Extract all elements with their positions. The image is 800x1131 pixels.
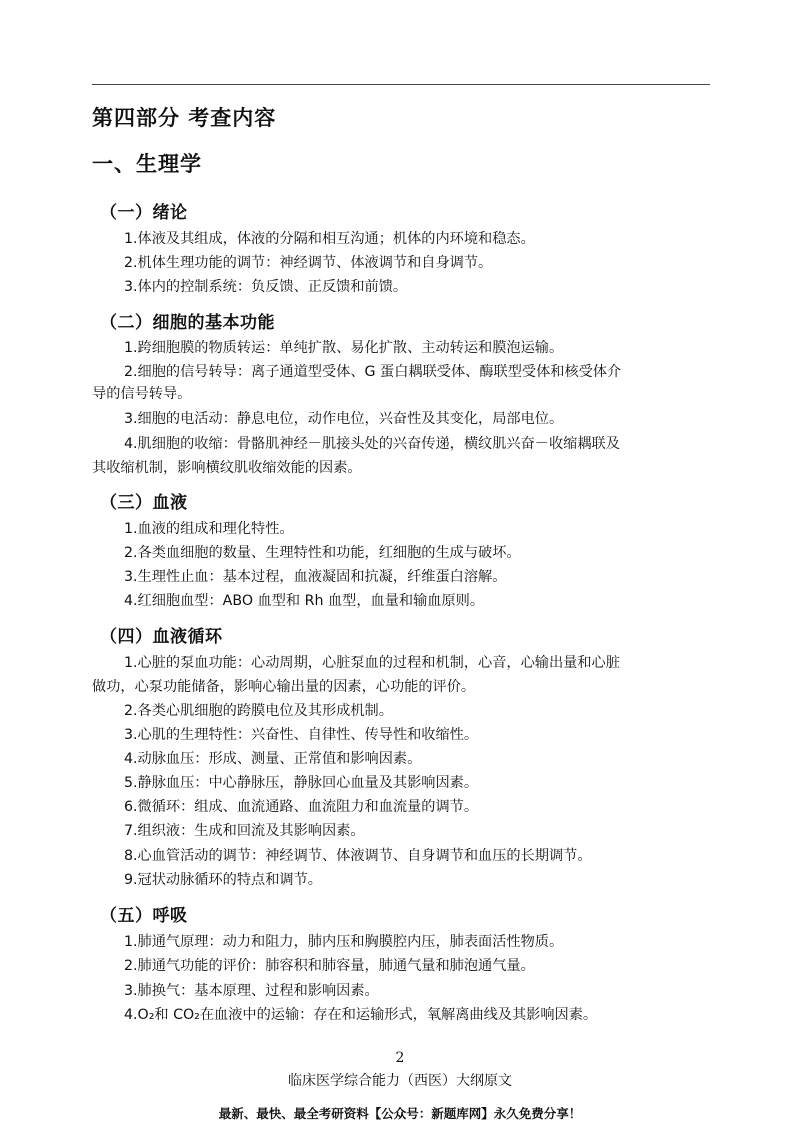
outline-line: 6.微循环：组成、血流通路、血流阻力和血流量的调节。 [124, 799, 479, 815]
outline-line: 做功，心泵功能储备，影响心输出量的因素，心功能的评价。 [92, 679, 476, 695]
outline-line: 7.组织液：生成和回流及其影响因素。 [124, 823, 365, 839]
outline-line: 2.细胞的信号转导：离子通道型受体、G 蛋白耦联受体、酶联型受体和核受体介 [124, 364, 622, 380]
outline-line: 4.肌细胞的收缩：骨骼肌神经－肌接头处的兴奋传递，横纹肌兴奋－收缩耦联及 [124, 436, 620, 452]
outline-line: 1.肺通气原理：动力和阻力，肺内压和胸膜腔内压，肺表面活性物质。 [124, 934, 564, 950]
outline-line: 2.各类心肌细胞的跨膜电位及其形成机制。 [124, 703, 393, 719]
outline-line: 3.体内的控制系统：负反馈、正反馈和前馈。 [124, 279, 408, 295]
header-rule [92, 84, 710, 85]
outline-line: 3.心肌的生理特性：兴奋性、自律性、传导性和收缩性。 [124, 727, 479, 743]
outline-line: 1.体液及其组成，体液的分隔和相互沟通；机体的内环境和稳态。 [124, 231, 535, 247]
outline-line: 9.冠状动脉循环的特点和调节。 [124, 872, 322, 888]
outline-line: 4.红细胞血型：ABO 血型和 Rh 血型，血量和输血原则。 [124, 593, 485, 609]
outline-line: 3.生理性止血：基本过程，血液凝固和抗凝，纤维蛋白溶解。 [124, 569, 507, 585]
page-number: 2 [395, 1050, 405, 1066]
section-heading: （四）血液循环 [100, 627, 223, 647]
outline-line: 其收缩机制，影响横纹肌收缩效能的因素。 [92, 460, 362, 476]
outline-line: 5.静脉血压：中心静脉压，静脉回心血量及其影响因素。 [124, 775, 479, 791]
outline-line: 3.细胞的电活动：静息电位，动作电位，兴奋性及其变化，局部电位。 [124, 411, 564, 427]
part-title: 一、生理学 [92, 151, 202, 176]
outline-line: 1.跨细胞膜的物质转运：单纯扩散、易化扩散、主动转运和膜泡运输。 [124, 340, 564, 356]
section-heading: （五）呼吸 [100, 906, 188, 926]
section-heading: （二）细胞的基本功能 [100, 313, 275, 333]
outline-line: 1.心脏的泵血功能：心动周期，心脏泵血的过程和机制，心音，心输出量和心脏 [124, 655, 620, 671]
outline-line: 1.血液的组成和理化特性。 [124, 521, 294, 537]
section-heading: （一）绪论 [100, 203, 188, 223]
outline-line: 2.各类血细胞的数量、生理特性和功能，红细胞的生成与破坏。 [124, 545, 521, 561]
page-title: 第四部分 考查内容 [92, 105, 277, 130]
footer-promo: 最新、最快、最全考研资料【公众号：新题库网】永久免费分享！ [218, 1106, 582, 1121]
outline-line: 4.动脉血压：形成、测量、正常值和影响因素。 [124, 751, 422, 767]
footer-doc-title: 临床医学综合能力（西医）大纲原文 [288, 1073, 512, 1089]
outline-line: 2.机体生理功能的调节：神经调节、体液调节和自身调节。 [124, 255, 493, 271]
outline-line: 4.O₂和 CO₂在血液中的运输：存在和运输形式，氧解离曲线及其影响因素。 [124, 1007, 598, 1023]
outline-line: 8.心血管活动的调节：神经调节、体液调节、自身调节和血压的长期调节。 [124, 848, 592, 864]
outline-line: 2.肺通气功能的评价：肺容积和肺容量，肺通气量和肺泡通气量。 [124, 958, 535, 974]
section-heading: （三）血液 [100, 493, 188, 513]
outline-line: 导的信号转导。 [92, 386, 192, 402]
outline-line: 3.肺换气：基本原理、过程和影响因素。 [124, 983, 379, 999]
